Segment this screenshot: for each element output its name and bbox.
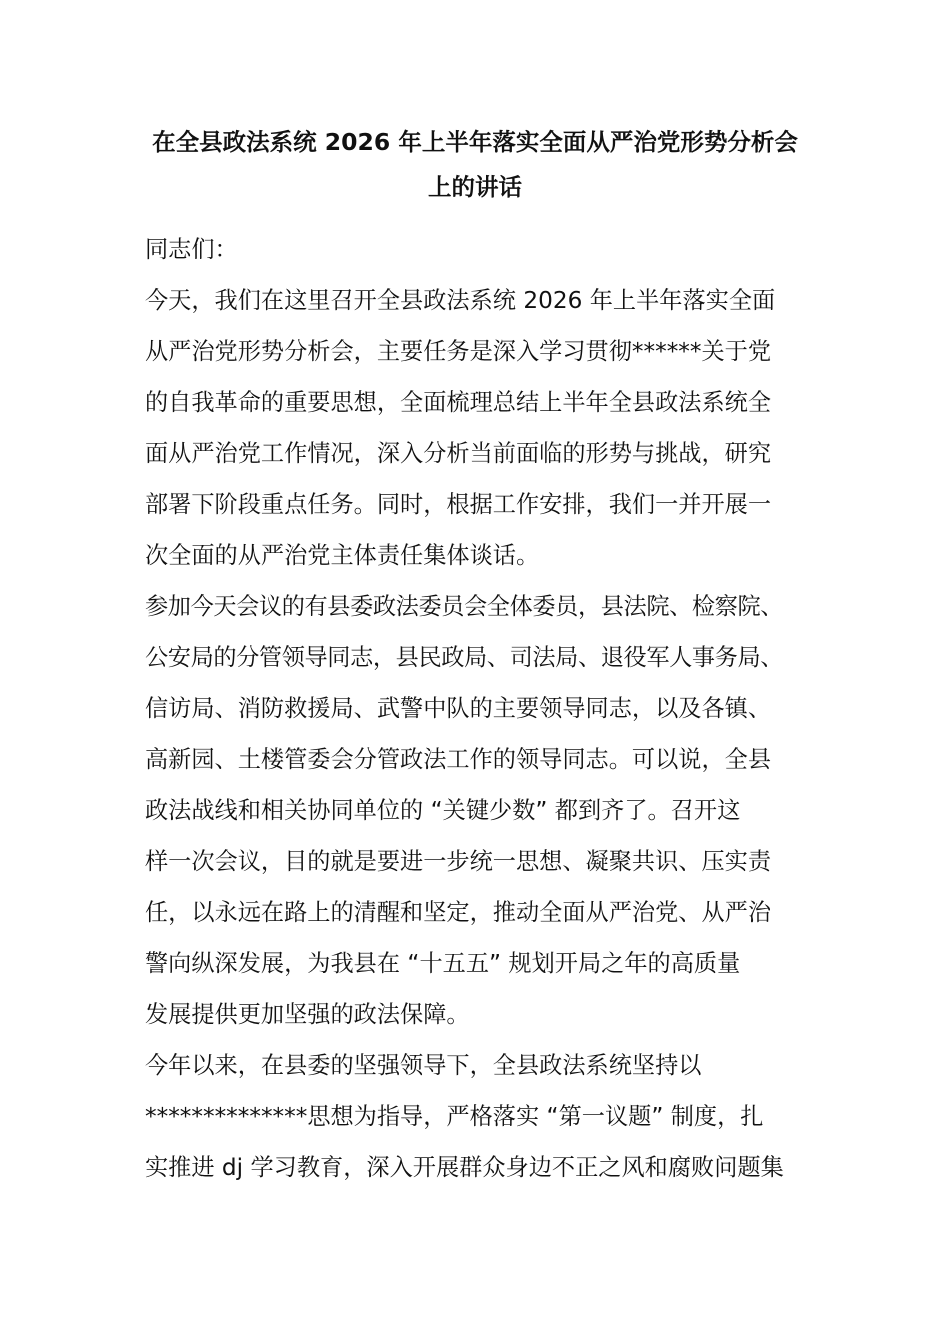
paragraph-line: 高新园、土楼管委会分管政法工作的领导同志。可以说，全县 xyxy=(145,746,772,773)
paragraph-line: **************思想为指导，严格落实 “第一议题” 制度，扎 xyxy=(145,1103,764,1130)
paragraph-line: 次全面的从严治党主体责任集体谈话。 xyxy=(145,542,540,569)
title-line-1: 在全县政法系统 2026 年上半年落实全面从严治党形势分析会 xyxy=(152,128,798,156)
salutation-line: 同志们： xyxy=(145,236,238,263)
paragraph-line: 参加今天会议的有县委政法委员会全体委员，县法院、检察院、 xyxy=(145,593,784,620)
paragraph-line: 从严治党形势分析会，主要任务是深入学习贯彻******关于党 xyxy=(145,338,772,365)
paragraph-line: 任，以永远在路上的清醒和坚定，推动全面从严治党、从严治 xyxy=(145,899,772,926)
body-paragraph-3 xyxy=(145,1040,825,1193)
paragraph-line: 信访局、消防救援局、武警中队的主要领导同志，以及各镇、 xyxy=(145,695,772,722)
paragraph-line: 公安局的分管领导同志，县民政局、司法局、退役军人事务局、 xyxy=(145,644,784,671)
paragraph-line: 的自我革命的重要思想，全面梳理总结上半年全县政法系统全 xyxy=(145,389,772,416)
document-title xyxy=(145,120,805,210)
paragraph-line: 政法战线和相关协同单位的 “关键少数” 都到齐了。召开这 xyxy=(145,797,741,824)
paragraph-line: 部署下阶段重点任务。同时，根据工作安排，我们一并开展一 xyxy=(145,491,772,518)
paragraph-line: 发展提供更加坚强的政法保障。 xyxy=(145,1001,470,1028)
paragraph-line: 样一次会议，目的就是要进一步统一思想、凝聚共识、压实责 xyxy=(145,848,772,875)
paragraph-line: 面从严治党工作情况，深入分析当前面临的形势与挑战，研究 xyxy=(145,440,772,467)
paragraph-line: 警向纵深发展，为我县在 “十五五” 规划开局之年的高质量 xyxy=(145,950,741,977)
paragraph-line: 今年以来，在县委的坚强领导下，全县政法系统坚持以 xyxy=(145,1052,702,1079)
document-body xyxy=(145,224,825,1193)
paragraph-line: 实推进 dj 学习教育，深入开展群众身边不正之风和腐败问题集 xyxy=(145,1154,784,1181)
paragraph-line: 今天，我们在这里召开全县政法系统 2026 年上半年落实全面 xyxy=(145,287,776,314)
body-paragraph-1 xyxy=(145,275,825,581)
title-line-2: 上的讲话 xyxy=(428,173,522,201)
salutation-paragraph xyxy=(145,224,825,275)
body-paragraph-2 xyxy=(145,581,825,1040)
